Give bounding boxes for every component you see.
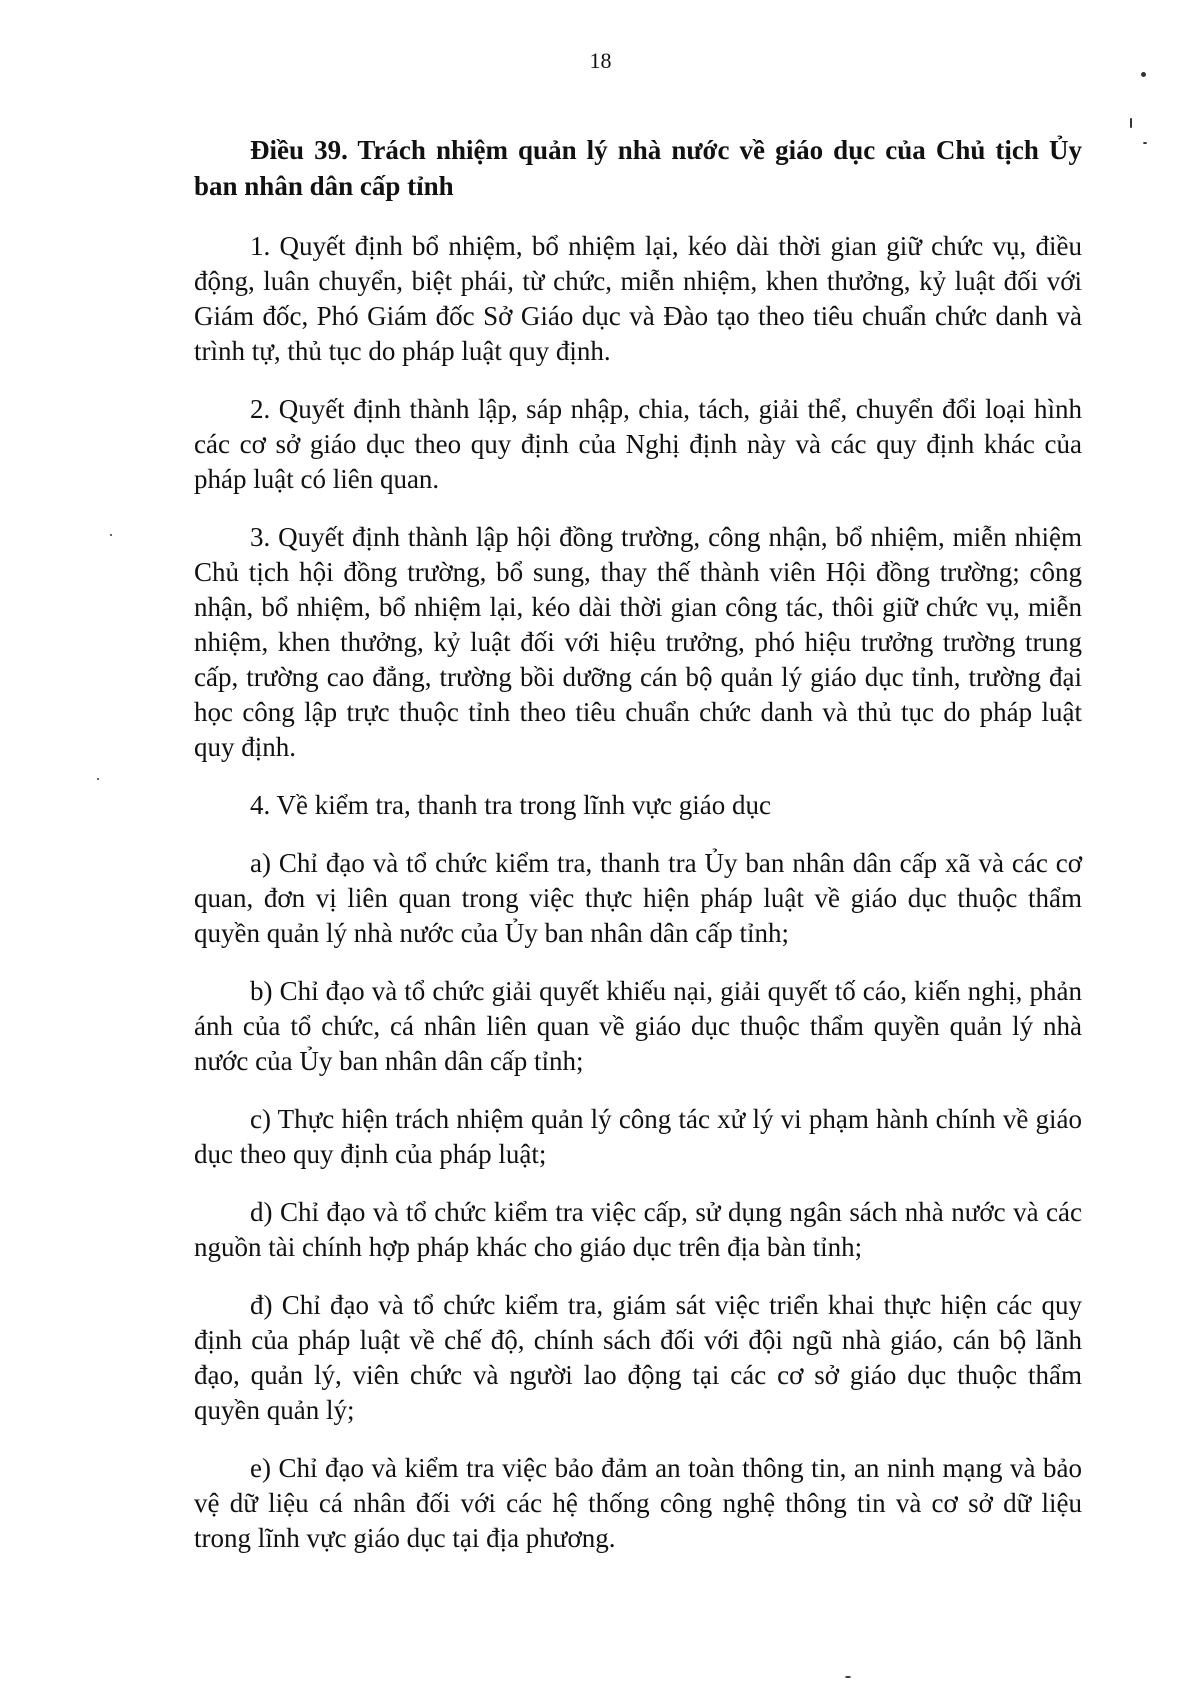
clause-4: 4. Về kiểm tra, thanh tra trong lĩnh vực giáo dục <box>250 790 772 820</box>
scan-speck <box>1143 142 1147 144</box>
scan-speck <box>1130 118 1132 128</box>
point-e: e) Chỉ đạo và kiểm tra việc bảo đảm an toàn thông tin, an ninh mạng và bảo vệ dữ liệu cá nhân đối với các hệ thống công nghệ thông tin và cơ sở dữ liệu trong lĩnh vực giáo dục tại địa phương. <box>194 1453 1082 1553</box>
page-number: 18 <box>589 48 612 73</box>
article-body <box>194 132 1082 1579</box>
clause-2: 2. Quyết định thành lập, sáp nhập, chia, tách, giải thể, chuyển đổi loại hình các cơ sở giáo dục theo quy định của Nghị định này và các quy định khác của pháp luật có liên quan. <box>194 394 1082 494</box>
clause-1: 1. Quyết định bổ nhiệm, bổ nhiệm lại, kéo dài thời gian giữ chức vụ, điều động, luân chuyển, biệt phái, từ chức, miễn nhiệm, khen thưởng, kỷ luật đối với Giám đốc, Phó Giám đốc Sở Giáo dục và Đào tạo theo tiêu chuẩn chức danh và trình tự, thủ tục do pháp luật quy định. <box>194 231 1082 366</box>
scan-speck <box>845 1676 851 1678</box>
point-c: c) Thực hiện trách nhiệm quản lý công tác xử lý vi phạm hành chính về giáo dục theo quy định của pháp luật; <box>194 1104 1082 1169</box>
article-title: Điều 39. Trách nhiệm quản lý nhà nước về giáo dục của Chủ tịch Ủy ban nhân dân cấp tỉnh <box>194 135 1082 201</box>
point-dd: đ) Chỉ đạo và tổ chức kiểm tra, giám sát việc triển khai thực hiện các quy định của pháp luật về chế độ, chính sách đối với đội ngũ nhà giáo, cán bộ lãnh đạo, quản lý, viên chức và người lao động tại các cơ sở giáo dục thuộc thẩm quyền quản lý; <box>194 1290 1082 1425</box>
point-d: d) Chỉ đạo và tổ chức kiểm tra việc cấp, sử dụng ngân sách nhà nước và các nguồn tài chính hợp pháp khác cho giáo dục trên địa bàn tỉnh; <box>194 1197 1082 1262</box>
scan-speck <box>1141 72 1146 77</box>
clause-3: 3. Quyết định thành lập hội đồng trường, công nhận, bổ nhiệm, miễn nhiệm Chủ tịch hội đồng trường, bổ sung, thay thế thành viên Hội đồng trường; công nhận, bổ nhiệm, bổ nhiệm lại, kéo dài thời gian công tác, thôi giữ chức vụ, miễn nhiệm, khen thưởng, kỷ luật đối với hiệu trưởng, phó hiệu trưởng trường trung cấp, trường cao đẳng, trường bồi dưỡng cán bộ quản lý giáo dục tỉnh, trường đại học công lập trực thuộc tỉnh theo tiêu chuẩn chức danh và thủ tục do pháp luật quy định. <box>194 522 1082 762</box>
scan-speck <box>97 778 99 780</box>
scan-speck <box>110 534 112 536</box>
point-b: b) Chỉ đạo và tổ chức giải quyết khiếu nại, giải quyết tố cáo, kiến nghị, phản ánh của tổ chức, cá nhân liên quan về giáo dục thuộc thẩm quyền quản lý nhà nước của Ủy ban nhân dân cấp tỉnh; <box>194 976 1082 1076</box>
point-a: a) Chỉ đạo và tổ chức kiểm tra, thanh tra Ủy ban nhân dân cấp xã và các cơ quan, đơn vị liên quan trong việc thực hiện pháp luật về giáo dục thuộc thẩm quyền quản lý nhà nước của Ủy ban nhân dân cấp tỉnh; <box>194 848 1082 948</box>
